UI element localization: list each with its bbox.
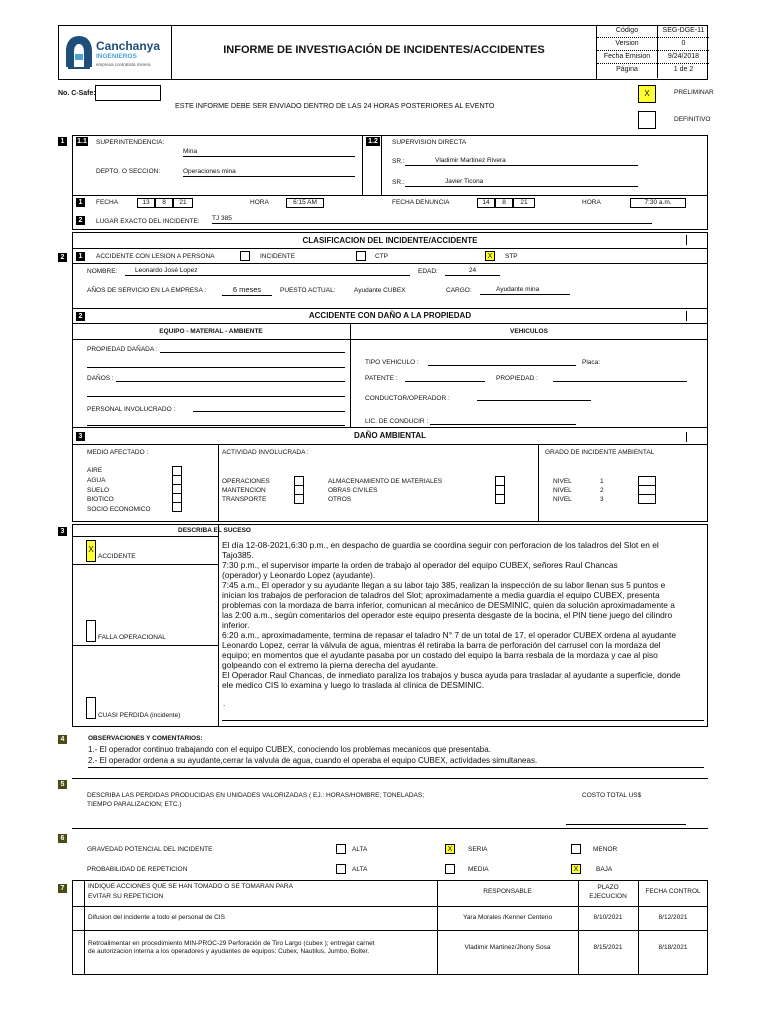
- c2-checkbox[interactable]: [356, 251, 366, 261]
- depto-value[interactable]: Operaciones mina: [183, 168, 355, 177]
- costo-input[interactable]: [566, 815, 686, 825]
- section-2-number: 2: [58, 253, 67, 262]
- conductor-line[interactable]: [477, 393, 591, 401]
- depto-label: DEPTO. O SECCION:: [96, 168, 161, 175]
- fecha-label: FECHA: [96, 199, 119, 206]
- prob-alta-label: ALTA: [352, 866, 368, 873]
- medio-aire: AIRE: [87, 467, 103, 474]
- amb-divider: [72, 427, 708, 428]
- personal-line[interactable]: [193, 404, 345, 412]
- clasif-right-mark: [686, 235, 687, 245]
- medio-socio: SOCIO ECONOMICO: [87, 506, 151, 513]
- meta-label: Página: [616, 66, 638, 73]
- narrative-line: (operador) y Leonardo Lopez (ayudante).: [222, 570, 376, 580]
- fecha-number: 1: [76, 198, 85, 207]
- lugar-label: LUGAR EXACTO DEL INCIDENTE:: [96, 218, 200, 225]
- nombre-value[interactable]: Leonardo José Lopez: [125, 267, 410, 276]
- gravedad-alta-label: ALTA: [352, 846, 368, 853]
- meta-label: Código: [615, 27, 639, 34]
- meta-value: 0: [657, 38, 709, 51]
- grado-label: GRADO DE INCIDENTE AMBIENTAL: [545, 449, 655, 456]
- prop-right-mark: [686, 311, 687, 321]
- superintendencia-label: SUPERINTENDENCIA:: [96, 139, 165, 146]
- denuncia-day[interactable]: 14: [477, 198, 495, 208]
- c1-label: ACCIDENTE CON LESION A PERSONA: [96, 253, 215, 260]
- observacion-1: 1.- El operador continuo trabajando con el equipo CUBEX, conociendo los problemas mecanicos que presentaba.: [88, 745, 491, 754]
- falla-label: FALLA OPERACIONAL: [98, 634, 166, 641]
- narrative-dot: .: [223, 699, 226, 708]
- prop-title: ACCIDENTE CON DAÑO A LA PROPIEDAD: [308, 311, 472, 320]
- nivel-1-value: 1: [600, 478, 604, 485]
- prob-baja-checkbox[interactable]: X: [571, 864, 581, 874]
- amb-col-2: [538, 444, 539, 522]
- puesto-value[interactable]: Ayudante CUBEX: [354, 287, 406, 294]
- danos-line[interactable]: [116, 374, 345, 382]
- accidente-checkbox[interactable]: X: [86, 540, 96, 562]
- patente-line[interactable]: [405, 374, 485, 382]
- clasif-title: CLASIFICACION DEL INCIDENTE/ACCIDENTE: [302, 236, 478, 245]
- action-control: 8/18/2021: [658, 944, 688, 951]
- actions-head-2: EVITAR SU REPETICION: [88, 893, 164, 900]
- cuasi-label: CUASI PERDIDA (incidente): [98, 712, 181, 719]
- vehiculos-title: VEHICULOS: [510, 328, 548, 335]
- danos-line-2[interactable]: [87, 389, 345, 397]
- denuncia-label: FECHA DENUNCIA: [392, 199, 450, 206]
- suceso-sub-divider-3: [72, 645, 218, 646]
- prop-number: 2: [76, 312, 85, 321]
- section-5-number: 5: [58, 780, 67, 789]
- meta-value: 9/24/2018: [657, 51, 709, 64]
- observaciones-title: OBSERVACIONES Y COMENTARIOS:: [88, 735, 203, 742]
- action-text: Retroalimentar en procedimiento MIN-PROC-29 Perforación de Tiro Largo (cubex ); entregar carnet: [88, 940, 375, 947]
- action-control: 8/12/2021: [658, 914, 688, 921]
- section-6-number: 6: [58, 834, 67, 843]
- edad-value[interactable]: 24: [445, 267, 500, 276]
- nombre-label: NOMBRE:: [87, 268, 118, 275]
- anos-value[interactable]: 6 meses: [222, 285, 272, 296]
- suceso-col: [218, 524, 219, 727]
- meta-label: Version: [615, 40, 639, 47]
- perdidas-line-1: DESCRIBA LAS PERDIDAS PRODUCIDAS EN UNIDADES VALORIZADAS ( EJ.: HORAS/HOMBRE; TONELADAS;: [87, 792, 424, 799]
- equipo-title: EQUIPO - MATERIAL - AMBIENTE: [159, 328, 263, 335]
- hora2-label: HORA: [582, 199, 601, 206]
- tipo-veh-label: TIPO VEHICULO :: [365, 359, 419, 366]
- action-text: Difusion del incidente a todo el personal de CIS: [88, 914, 225, 921]
- divider-2: [72, 195, 708, 196]
- supervision-label: SUPERVISION DIRECTA: [392, 139, 467, 146]
- preliminary-label: PRELIMINAR: [674, 89, 714, 96]
- prop-danada-line[interactable]: [160, 345, 345, 353]
- licencia-line[interactable]: [430, 417, 576, 425]
- suceso-sub-divider: [72, 536, 218, 537]
- sr1-label: SR.:: [392, 158, 405, 165]
- puesto-label: PUESTO ACTUAL:: [280, 287, 336, 294]
- gravedad-label: GRAVEDAD POTENCIAL DEL INCIDENTE: [87, 846, 213, 853]
- plazo-head-1: PLAZO: [597, 884, 619, 891]
- cargo-value[interactable]: Ayudante mina: [480, 286, 570, 295]
- personal-line-2[interactable]: [87, 418, 345, 426]
- control-head: FECHA CONTROL: [645, 888, 701, 895]
- narrative-line: problemas con la mordaza de barra inferior, comunican al mecánico de DESMINIC, quien da solución aproximadamente a: [222, 600, 675, 610]
- anos-label: AÑOS DE SERVICIO EN LA EMPRESA :: [87, 287, 207, 294]
- act2-checkbox-3[interactable]: [495, 494, 505, 504]
- gravedad-seria-label: SERIA: [468, 846, 488, 853]
- patente-label: PATENTE :: [365, 375, 398, 382]
- action-plazo: 8/15/2021: [593, 944, 623, 951]
- amb-title: DAÑO AMBIENTAL: [354, 431, 426, 440]
- fecha-day[interactable]: 13: [137, 198, 155, 208]
- act1-checkbox-3[interactable]: [294, 494, 304, 504]
- licencia-label: LIC. DE CONDUCIR :: [365, 418, 429, 425]
- denuncia-year[interactable]: 21: [513, 198, 535, 208]
- section-4-bottom: [72, 778, 708, 779]
- clasif-divider-2: [72, 263, 708, 264]
- definitive-label: DEFINITIVO: [674, 116, 711, 123]
- prob-media-checkbox[interactable]: [445, 864, 455, 874]
- action-responsable: Yara Morales /Kenner Centeno: [462, 914, 553, 921]
- gravedad-seria-checkbox[interactable]: X: [445, 844, 455, 854]
- sr1-value[interactable]: Vladimir Martinez Rivera: [405, 157, 638, 166]
- hora-label: HORA: [250, 199, 269, 206]
- responsable-head: RESPONSABLE: [483, 888, 532, 895]
- act-otros: OTROS: [328, 496, 352, 503]
- superintendencia-value[interactable]: Mina: [183, 148, 355, 157]
- gravedad-menor-checkbox[interactable]: [571, 844, 581, 854]
- nivel-checkbox-3[interactable]: [638, 494, 656, 504]
- tipo-veh-line[interactable]: [428, 358, 576, 366]
- act-obras: OBRAS CIVILES: [328, 487, 378, 494]
- denuncia-month[interactable]: 8: [495, 198, 513, 208]
- prop-divider-3: [72, 339, 708, 340]
- medio-agua: AGUA: [87, 477, 106, 484]
- personal-label: PERSONAL INVOLUCRADO :: [87, 406, 176, 413]
- csafe-input[interactable]: [95, 85, 161, 101]
- clasif-number: 1: [76, 252, 85, 261]
- sr2-value[interactable]: Javier Ticona: [405, 178, 638, 187]
- logo-tagline: empresa contratista minera: [96, 62, 151, 67]
- amb-right-mark: [686, 432, 687, 442]
- suceso-title: DESCRIBA EL SUCESO: [178, 527, 251, 534]
- section-3-number: 3: [58, 527, 67, 536]
- amb-col-1: [218, 444, 219, 522]
- narrative: [222, 540, 704, 690]
- section-1-number: 1: [58, 137, 67, 146]
- nivel-1-label: NIVEL: [553, 478, 572, 485]
- cargo-label: CARGO:: [446, 287, 472, 294]
- narrative-line: inferior.: [222, 620, 250, 630]
- narrative-line: inician los trabajos de perforacion de taladros del Slot; aproximadamente a media guardia el equipo CUBEX, presenta: [222, 590, 660, 600]
- gravedad-alta-checkbox[interactable]: [336, 844, 346, 854]
- observacion-2: 2.- El operador ordena a su ayudante,cerrar la valvula de agua, cuando el operaba el equipo CUBEX, actividades simultaneas.: [88, 756, 538, 765]
- logo-cell: [58, 25, 172, 80]
- narrative-line: Tajo385.: [222, 550, 254, 560]
- company-logo-icon: [64, 34, 94, 70]
- perdidas-line-2: TIEMPO PARALIZACION; ETC.): [87, 801, 182, 808]
- fecha-year[interactable]: 21: [173, 198, 193, 208]
- actividad-label: ACTIVIDAD INVOLUCRADA :: [222, 449, 309, 456]
- prob-alta-checkbox[interactable]: [336, 864, 346, 874]
- csafe-label: No. C-Safe:: [58, 90, 96, 97]
- act-operaciones: OPERACIONES: [222, 478, 270, 485]
- falla-checkbox[interactable]: [86, 620, 96, 642]
- nivel-2-label: NIVEL: [553, 487, 572, 494]
- cuasi-checkbox[interactable]: [86, 697, 96, 719]
- act-mantencion: MANTENCION: [222, 487, 266, 494]
- act-almacenamiento: ALMACENAMIENTO DE MATERIALES: [328, 478, 443, 485]
- amb-number: 3: [76, 432, 85, 441]
- lugar-value[interactable]: TJ 385: [212, 215, 652, 224]
- act-transporte: TRANSPORTE: [222, 496, 267, 503]
- section-5-bottom: [72, 828, 708, 829]
- c2-label: INCIDENTE: [260, 253, 296, 260]
- action-responsable: Vladimir Martinez/Jhony Sosa: [464, 944, 551, 951]
- preliminary-checkbox[interactable]: X: [638, 85, 656, 103]
- propiedad-line[interactable]: [553, 374, 687, 382]
- sr2-label: SR.:: [392, 179, 405, 186]
- observaciones-line: [88, 767, 704, 768]
- section-4-number: 4: [58, 735, 67, 744]
- narrative-line: Leonardo Lopez, cerrar la válvula de agua, mientras él retiraba la barra de perforación del carrusel con la mordaza del: [222, 640, 661, 650]
- medio-checkbox-5[interactable]: [172, 502, 182, 512]
- c3-label: CTP: [375, 253, 388, 260]
- logo-sub: INGENIEROS: [96, 53, 137, 60]
- action-text-cont: de autorizacion interna a los operadores y ayudantes de equipos: Cubex, Nautilus, Jumbo, Bolter.: [88, 948, 370, 955]
- danos-label: DAÑOS :: [87, 375, 114, 382]
- narrative-line: 6:20 a.m., aproximadamente, termina de repasar el taladro N° 7 de un total de 17, el operador CUBEX ordena al ayudante: [222, 630, 677, 640]
- narrative-line: El día 12-08-2021,6:30 p.m., en despacho de guardia se coordina seguir con perforacion de los taladros del Slot en el: [222, 540, 659, 550]
- narrative-line: las 2:00 a.m., según comentarios del operador este equipo presenta desgaste de la bocina, el PIN tiene juego del cilindro: [222, 610, 673, 620]
- meta-value: 1 de 2: [657, 64, 709, 78]
- narrative-line: El Operador Raul Chancas, de inmediato paraliza los trabajos y busca ayuda para trasladar al ayudante a superficie, donde: [222, 670, 681, 680]
- meta-label: Fecha Emision: [603, 53, 651, 60]
- probabilidad-label: PROBABILIDAD DE REPETICION: [87, 866, 188, 873]
- meta-value: SEG-DGE-11: [657, 25, 709, 38]
- prop-divider: [72, 308, 708, 309]
- conductor-label: CONDUCTOR/OPERADOR :: [365, 395, 450, 402]
- hora-value[interactable]: 6:15 AM: [286, 198, 324, 208]
- section-7-number: 7: [58, 884, 67, 893]
- narrative-line: ele medico CIS lo examina y luego lo traslada al clínica de DESMINIC.: [222, 680, 485, 690]
- c4-checkbox[interactable]: X: [485, 251, 495, 261]
- c1-checkbox[interactable]: [240, 251, 250, 261]
- table-row: [72, 906, 708, 930]
- prob-media-label: MEDIA: [468, 866, 489, 873]
- accidente-label: ACCIDENTE: [98, 553, 136, 560]
- edad-label: EDAD:: [418, 268, 438, 275]
- table-row: [72, 930, 708, 975]
- action-plazo: 8/10/2021: [593, 914, 623, 921]
- costo-label: COSTO TOTAL US$: [582, 792, 642, 799]
- meta-table: [596, 25, 708, 80]
- definitive-checkbox[interactable]: [638, 111, 656, 129]
- c4-label: STP: [505, 253, 518, 260]
- amb-divider-2: [72, 444, 708, 445]
- placa-label: Placa:: [582, 359, 601, 366]
- hora2-value[interactable]: 7:30 a.m.: [630, 198, 686, 208]
- medio-label: MEDIO AFECTADO :: [87, 449, 149, 456]
- nivel-3-value: 3: [600, 496, 604, 503]
- logo-name: Canchanya: [96, 39, 161, 53]
- plazo-head-2: EJECUCION: [589, 893, 627, 900]
- narrative-end-line: [222, 720, 704, 721]
- prob-baja-label: BAJA: [596, 866, 613, 873]
- narrative-line: equipo; en momentos que el ayudante pasaba por un costado del equipo la barra resbala de la mordaza y cae al piso: [222, 650, 658, 660]
- subsection-1-2: 1.2: [366, 137, 380, 146]
- medio-suelo: SUELO: [87, 487, 110, 494]
- lugar-number: 2: [76, 216, 85, 225]
- suceso-sub-divider-2: [72, 564, 218, 565]
- notice-text: ESTE INFORME DEBE SER ENVIADO DENTRO DE LAS 24 HORAS POSTERIORES AL EVENTO: [175, 101, 495, 110]
- narrative-line: 7:30 p.m., el supervisor imparte la orden de trabajo al operador del equipo CUBEX, señores Raul Chancas: [222, 560, 618, 570]
- prop-danada-line-2[interactable]: [87, 360, 345, 368]
- prop-divider-2: [72, 323, 708, 324]
- clasif-divider: [72, 248, 708, 249]
- actions-head-1: INDIQUE ACCIONES QUE SE HAN TOMADO O SE TOMARAN PARA: [88, 883, 293, 890]
- subsection-1-1: 1.1: [77, 138, 87, 145]
- fecha-month[interactable]: 8: [155, 198, 173, 208]
- narrative-line: golpeando con el extremo la pierna derecha del ayudante.: [222, 660, 439, 670]
- page-title: INFORME DE INVESTIGACIÓN DE INCIDENTES/ACCIDENTES: [223, 44, 545, 56]
- gravedad-menor-label: MENOR: [593, 846, 618, 853]
- narrative-line: 7:45 a.m., El operador y su ayudante llegan a su labor tajo 385, realizan la inspección de su labor llenan sus 5 puntos e: [222, 580, 666, 590]
- propiedad-label: PROPIEDAD :: [496, 375, 538, 382]
- nivel-3-label: NIVEL: [553, 496, 572, 503]
- nivel-2-value: 2: [600, 487, 604, 494]
- medio-biotico: BIOTICO: [87, 496, 114, 503]
- prop-danada-label: PROPIEDAD DAÑADA :: [87, 346, 158, 353]
